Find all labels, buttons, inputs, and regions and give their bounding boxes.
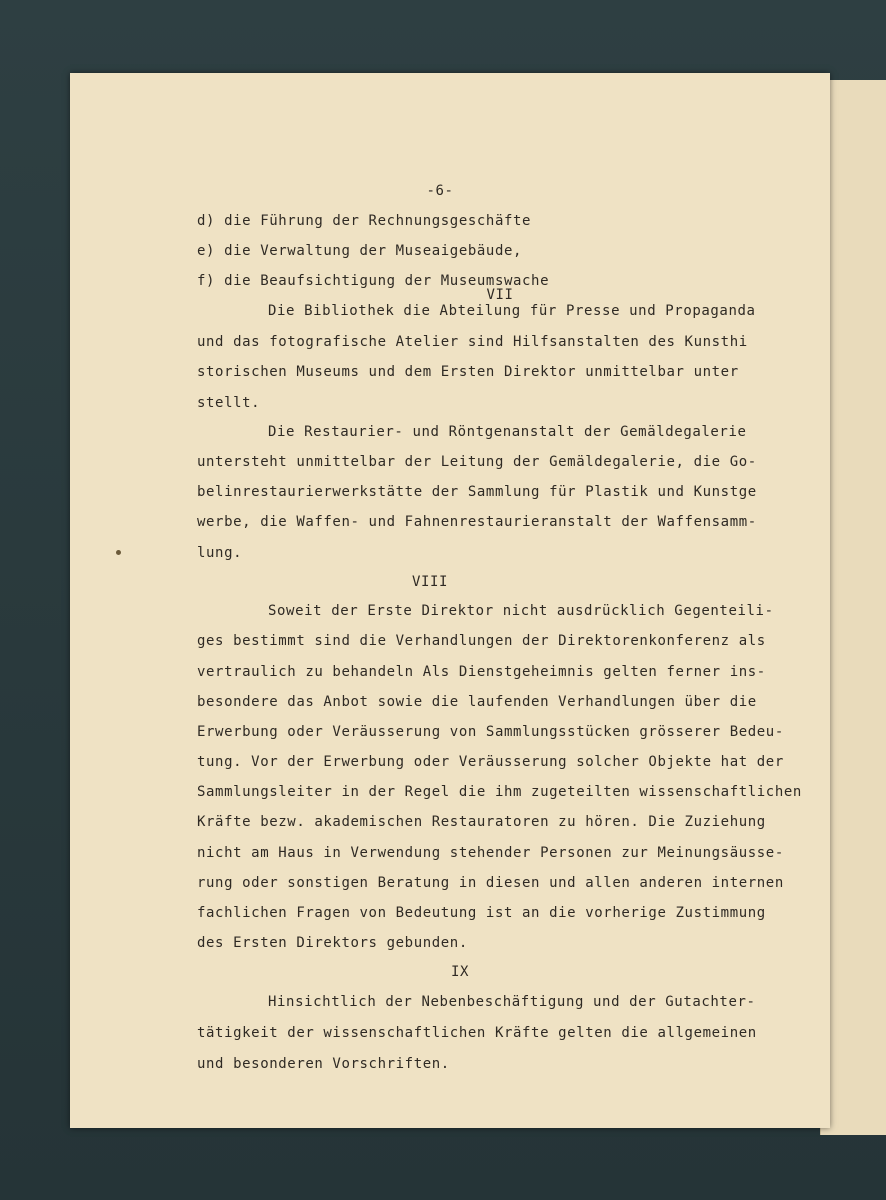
paragraph-line: untersteht unmittelbar der Leitung der Gemäldegalerie, die Go- [197, 454, 757, 470]
list-item: d) die Führung der Rechnungsgeschäfte [197, 213, 532, 229]
paragraph-line: vertraulich zu behandeln Als Dienstgeheimnis gelten ferner ins- [197, 664, 766, 680]
page-number: -6- [426, 183, 454, 199]
paragraph-line: Die Restaurier- und Röntgenanstalt der Gemäldegalerie [268, 424, 747, 440]
paragraph-line: tung. Vor der Erwerbung oder Veräusserung solcher Objekte hat der [197, 754, 784, 770]
paragraph-line: rung oder sonstigen Beratung in diesen und allen anderen internen [197, 875, 784, 891]
paragraph-line: des Ersten Direktors gebunden. [197, 935, 468, 951]
paragraph-line: Soweit der Erste Direktor nicht ausdrücklich Gegenteili- [268, 603, 774, 619]
paragraph-line: Die Bibliothek die Abteilung für Presse und Propaganda [268, 303, 756, 319]
paragraph-line: ges bestimmt sind die Verhandlungen der Direktorenkonferenz als [197, 633, 766, 649]
paragraph-line: werbe, die Waffen- und Fahnenrestaurieranstalt der Waffensamm- [197, 514, 757, 530]
list-item: e) die Verwaltung der Museaigebäude, [197, 243, 523, 259]
section-heading: VII [486, 287, 514, 303]
section-heading: VIII [411, 574, 449, 590]
paragraph-line: Sammlungsleiter in der Regel die ihm zugeteilten wissenschaftlichen [197, 784, 802, 800]
paragraph-line: stellt. [197, 395, 261, 411]
paragraph-line: lung. [197, 545, 243, 561]
paragraph-line: Hinsichtlich der Nebenbeschäftigung und der Gutachter- [268, 994, 756, 1010]
paragraph-line: und das fotografische Atelier sind Hilfsanstalten des Kunsthi [197, 334, 748, 350]
paragraph-line: nicht am Haus in Verwendung stehender Personen zur Meinungsäusse- [197, 845, 784, 861]
paragraph-line: storischen Museums und dem Ersten Direktor unmittelbar unter [197, 364, 739, 380]
paragraph-line: Erwerbung oder Veräusserung von Sammlungsstücken grösserer Bedeu- [197, 724, 784, 740]
paragraph-line: und besonderen Vorschriften. [197, 1056, 450, 1072]
list-item: f) die Beaufsichtigung der Museumswache [197, 273, 550, 289]
paragraph-line: tätigkeit der wissenschaftlichen Kräfte gelten die allgemeinen [197, 1025, 757, 1041]
paragraph-line: fachlichen Fragen von Bedeutung ist an die vorherige Zustimmung [197, 905, 766, 921]
paragraph-line: Kräfte bezw. akademischen Restauratoren zu hören. Die Zuziehung [197, 814, 766, 830]
section-heading: IX [450, 964, 470, 980]
paragraph-line: belinrestaurierwerkstätte der Sammlung für Plastik und Kunstge [197, 484, 757, 500]
paragraph-line: besondere das Anbot sowie die laufenden Verhandlungen über die [197, 694, 757, 710]
paper-spot [116, 550, 121, 555]
